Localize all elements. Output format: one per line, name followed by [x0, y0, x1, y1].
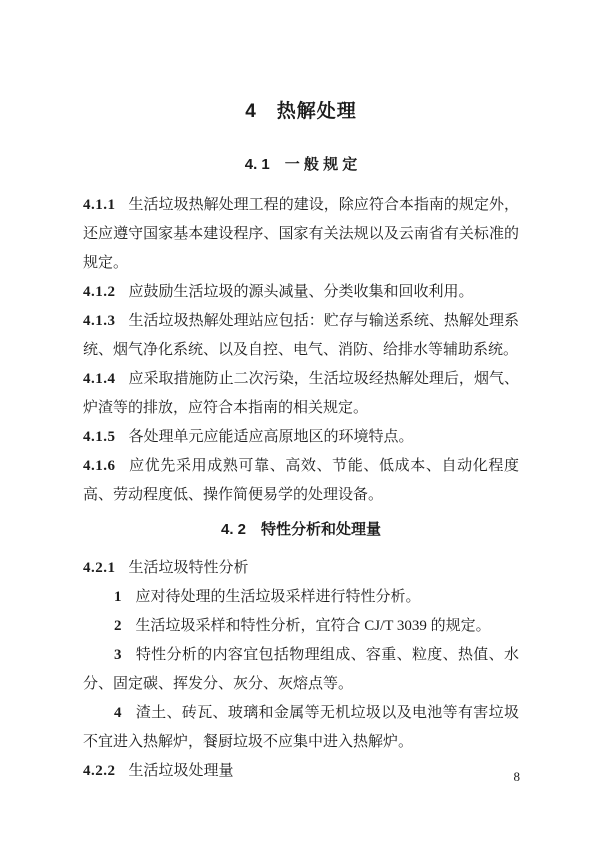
clause-number: 4.2.1	[83, 560, 116, 576]
clause-4-1-2	[83, 278, 519, 307]
clause-number: 4.1.1	[83, 197, 116, 213]
clause-number: 4.1.5	[83, 429, 116, 445]
item-number: 1	[114, 589, 122, 605]
page-number: 8	[513, 769, 520, 784]
item-text: 生活垃圾采样和特性分析，宜符合 CJ/T 3039 的规定。	[135, 618, 491, 634]
section-4-2-body	[83, 554, 519, 786]
chapter-title: 4 热解处理	[245, 101, 357, 122]
clause-4-1-4	[83, 365, 519, 423]
clause-text: 生活垃圾处理量	[128, 763, 234, 779]
page-content	[83, 96, 519, 786]
section-heading-4-1: 4. 1 一 般 规 定	[244, 156, 358, 173]
clause-4-2-2	[83, 757, 519, 786]
clause-4-2-1	[83, 554, 519, 583]
clause-number: 4.1.4	[83, 371, 116, 387]
section-4-1-body	[83, 191, 519, 510]
clause-text: 各处理单元应能适应高原地区的环境特点。	[128, 429, 414, 445]
clause-text: 应优先采用成熟可靠、高效、节能、低成本、自动化程度高、劳动程度低、操作简便易学的处理设备。	[83, 458, 519, 503]
clause-4-1-6	[83, 452, 519, 510]
clause-number: 4.1.6	[83, 458, 116, 474]
item-text: 特性分析的内容宜包括物理组成、容重、粒度、热值、水分、固定碳、挥发分、灰分、灰熔点等。	[83, 647, 519, 692]
clause-4-2-1-item-2	[83, 612, 519, 641]
clause-text: 生活垃圾特性分析	[128, 560, 249, 576]
clause-4-2-1-item-4	[83, 699, 519, 757]
item-number: 2	[114, 618, 122, 634]
item-text: 应对待处理的生活垃圾采样进行特性分析。	[135, 589, 421, 605]
item-text: 渣土、砖瓦、玻璃和金属等无机垃圾以及电池等有害垃圾不宜进入热解炉，餐厨垃圾不应集中进入热解炉。	[83, 705, 519, 750]
clause-text: 应采取措施防止二次污染，生活垃圾经热解处理后，烟气、炉渣等的排放，应符合本指南的相关规定。	[83, 371, 519, 416]
clause-4-2-1-item-1	[83, 583, 519, 612]
section-heading-4-2: 4. 2 特性分析和处理量	[220, 521, 382, 538]
clause-number: 4.1.3	[83, 313, 116, 329]
clause-number: 4.2.2	[83, 763, 116, 779]
clause-number: 4.1.2	[83, 284, 116, 300]
clause-4-1-1	[83, 191, 519, 278]
clause-text: 生活垃圾热解处理工程的建设，除应符合本指南的规定外，还应遵守国家基本建设程序、国家有关法规以及云南省有关标准的规定。	[83, 197, 519, 271]
clause-text: 生活垃圾热解处理站应包括：贮存与输送系统、热解处理系统、烟气净化系统、以及自控、电气、消防、给排水等辅助系统。	[83, 313, 519, 358]
item-number: 3	[114, 647, 122, 663]
clause-text: 应鼓励生活垃圾的源头减量、分类收集和回收利用。	[128, 284, 474, 300]
clause-4-1-3	[83, 307, 519, 365]
clause-4-1-5	[83, 423, 519, 452]
item-number: 4	[114, 705, 122, 721]
clause-4-2-1-item-3	[83, 641, 519, 699]
